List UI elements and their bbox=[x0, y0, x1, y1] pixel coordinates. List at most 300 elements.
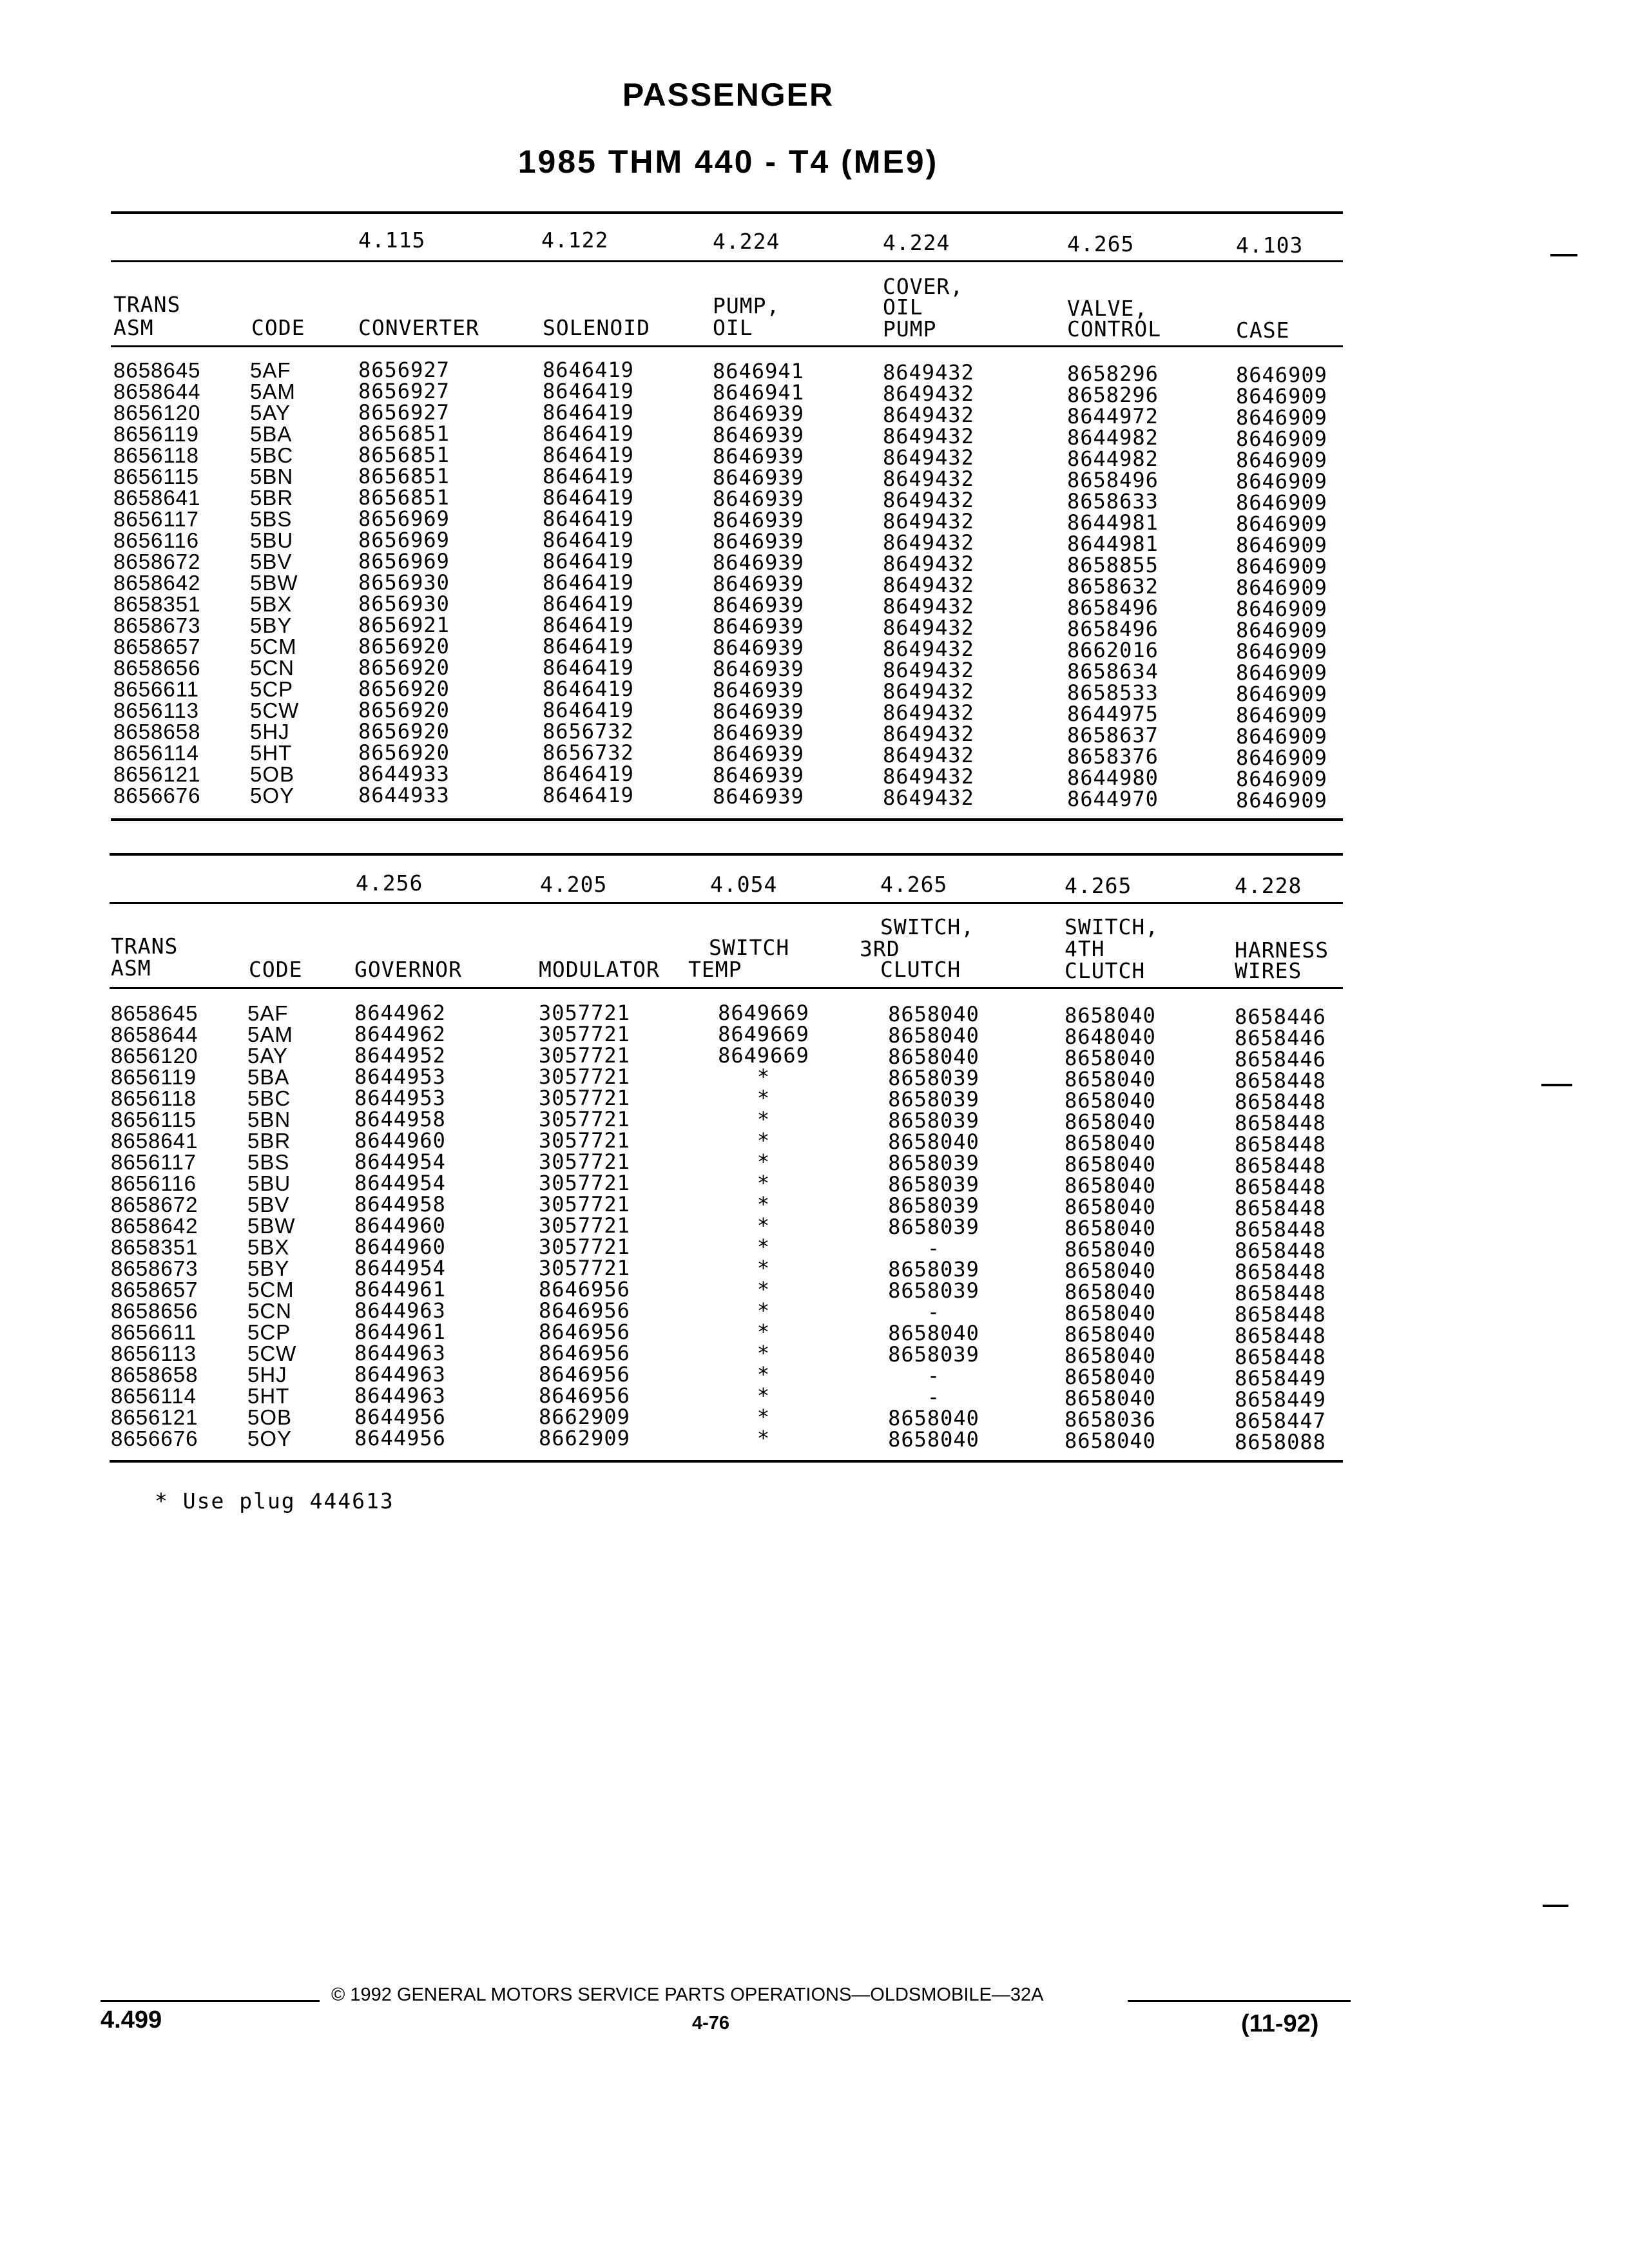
table-cell: 8646939 bbox=[713, 699, 804, 724]
table-cell: 8656920 bbox=[358, 634, 450, 658]
table-cell: 8646939 bbox=[713, 784, 804, 809]
table-cell: 8658040 bbox=[888, 1321, 979, 1345]
table2-header-harness-2: WIRES bbox=[1235, 958, 1302, 983]
table-cell: 3057721 bbox=[539, 1086, 630, 1110]
table-cell: 8658039 bbox=[888, 1278, 979, 1303]
table2-header-modulator: MODULATOR bbox=[539, 957, 660, 982]
table-cell: 8658673 bbox=[113, 613, 201, 637]
table-cell: 8658449 bbox=[1235, 1387, 1326, 1412]
table-cell: 8658036 bbox=[1065, 1407, 1156, 1432]
table1-header-trans: TRANS bbox=[113, 292, 181, 317]
table1-top-rule bbox=[111, 211, 1343, 214]
table-cell: 8658533 bbox=[1067, 680, 1159, 705]
table-cell: 8644952 bbox=[354, 1043, 446, 1068]
table-cell: * bbox=[757, 1213, 771, 1238]
table-cell: 8646909 bbox=[1236, 405, 1327, 430]
table-cell: 8646419 bbox=[543, 421, 634, 446]
table2-header-3rd-2: 3RD bbox=[860, 936, 900, 961]
table-cell: 5HJ bbox=[247, 1363, 287, 1387]
table-cell: 8658448 bbox=[1235, 1217, 1326, 1242]
table-cell: 8658641 bbox=[111, 1129, 198, 1153]
table2-header-temp-1: SWITCH bbox=[709, 935, 790, 960]
table-cell: 8644954 bbox=[354, 1149, 446, 1174]
footer-date: (11-92) bbox=[1241, 2010, 1319, 2037]
table2-section-temp: 4.054 bbox=[710, 872, 778, 897]
table-cell: 8646939 bbox=[713, 763, 804, 787]
table-cell: 8649432 bbox=[883, 509, 974, 533]
footer-rule-right bbox=[1128, 2000, 1351, 2002]
table-cell: 8644961 bbox=[354, 1277, 446, 1302]
table-cell: 8658376 bbox=[1067, 744, 1159, 769]
table-cell: 5CW bbox=[250, 698, 300, 722]
table-cell: 8646909 bbox=[1236, 427, 1327, 451]
table-cell: 3057721 bbox=[539, 1192, 630, 1216]
table-cell: 8646909 bbox=[1236, 618, 1327, 642]
table-cell: 8658448 bbox=[1235, 1111, 1326, 1135]
table-cell: 8644958 bbox=[354, 1192, 446, 1216]
table-cell: 8658040 bbox=[1065, 1258, 1156, 1283]
table-cell: 8646909 bbox=[1236, 767, 1327, 791]
table1-header-cover-3: PUMP bbox=[883, 316, 937, 341]
table-cell: 8656115 bbox=[113, 465, 200, 488]
table2-header-code: CODE bbox=[249, 957, 303, 982]
table1-col-case bbox=[1236, 365, 1327, 811]
table-cell: 8658645 bbox=[111, 1001, 198, 1025]
table1-section-cover: 4.224 bbox=[883, 230, 950, 255]
table-cell: 8646956 bbox=[539, 1320, 630, 1344]
table-cell: * bbox=[757, 1277, 771, 1302]
table2-col-trans-asm bbox=[111, 1003, 198, 1449]
page-subtitle: 1985 THM 440 - T4 (ME9) bbox=[517, 144, 939, 180]
table-cell: 8658040 bbox=[1065, 1046, 1156, 1070]
table-cell: 8644970 bbox=[1067, 787, 1159, 811]
table-cell: 8649432 bbox=[883, 700, 974, 725]
table-cell: 8646909 bbox=[1236, 682, 1327, 706]
table-cell: 5CW bbox=[247, 1341, 297, 1365]
table-cell: 8658040 bbox=[1065, 1131, 1156, 1155]
table1-col-converter bbox=[358, 360, 450, 806]
table-cell: 8644933 bbox=[358, 762, 450, 786]
table-cell: 5HT bbox=[250, 741, 293, 765]
table-cell: 8646419 bbox=[543, 677, 634, 701]
table-cell: 8646419 bbox=[543, 400, 634, 425]
table-cell: 8658637 bbox=[1067, 723, 1159, 747]
table2-col-switch-temp bbox=[710, 1003, 817, 1449]
footer-section-number: 4.499 bbox=[101, 2006, 162, 2033]
table2-section-4th: 4.265 bbox=[1065, 873, 1132, 898]
table-cell: 8646909 bbox=[1236, 703, 1327, 727]
table-cell: 8658633 bbox=[1067, 489, 1159, 514]
table-cell: 8656116 bbox=[111, 1171, 197, 1195]
table-cell: 8658296 bbox=[1067, 383, 1159, 407]
table-cell: 8658641 bbox=[113, 486, 201, 510]
table-cell: 8644981 bbox=[1067, 532, 1159, 556]
table-cell: 8656920 bbox=[358, 677, 450, 701]
table2-section-3rd: 4.265 bbox=[880, 872, 948, 897]
table-cell: 5HJ bbox=[250, 720, 290, 744]
table-cell: 8644981 bbox=[1067, 510, 1159, 535]
table-cell: 8649432 bbox=[883, 785, 974, 810]
table-cell: 8658040 bbox=[1065, 1152, 1156, 1177]
table2-header-4th-3: CLUTCH bbox=[1065, 958, 1146, 983]
table-cell: 8649432 bbox=[883, 573, 974, 597]
table-cell: 8658656 bbox=[111, 1299, 198, 1323]
table-cell: 8646956 bbox=[539, 1383, 630, 1408]
table-cell: 8658296 bbox=[1067, 361, 1159, 386]
table-cell: 5BN bbox=[247, 1108, 291, 1131]
table-cell: - bbox=[927, 1236, 941, 1260]
table-cell: 8656114 bbox=[111, 1384, 197, 1408]
table-cell: 8658448 bbox=[1235, 1132, 1326, 1157]
table2-header-3rd-3: CLUTCH bbox=[880, 957, 961, 982]
table-cell: * bbox=[757, 1320, 771, 1344]
table-cell: 8644963 bbox=[354, 1383, 446, 1408]
table-cell: 8646956 bbox=[539, 1298, 630, 1323]
table-cell: 8646419 bbox=[543, 655, 634, 680]
table-cell: 5OB bbox=[250, 762, 295, 786]
table-cell: 8646909 bbox=[1236, 788, 1327, 812]
table1-header-asm: ASM bbox=[113, 315, 154, 340]
table-cell: 8658672 bbox=[113, 550, 201, 573]
table-cell: 8644982 bbox=[1067, 447, 1159, 471]
margin-mark bbox=[1541, 1084, 1572, 1086]
table-cell: 8646941 bbox=[713, 359, 804, 383]
table-cell: 8656611 bbox=[113, 677, 200, 701]
table-cell: 8646909 bbox=[1236, 490, 1327, 515]
table-cell: 8658040 bbox=[1065, 1301, 1156, 1325]
table2-header-3rd-1: SWITCH, bbox=[880, 914, 975, 939]
table-cell: 8646419 bbox=[543, 485, 634, 510]
table-cell: 8646909 bbox=[1236, 597, 1327, 621]
table-cell: 8646419 bbox=[543, 443, 634, 467]
table2-col-governor bbox=[354, 1003, 446, 1449]
table-cell: 8646939 bbox=[713, 486, 804, 511]
table-cell: 8644956 bbox=[354, 1426, 446, 1450]
table-cell: 8656118 bbox=[111, 1086, 197, 1110]
table-cell: 8656119 bbox=[113, 422, 200, 446]
table-cell: 8656921 bbox=[358, 613, 450, 637]
table-cell: 3057721 bbox=[539, 1235, 630, 1259]
table-cell: 8646909 bbox=[1236, 745, 1327, 770]
table-cell: 8658644 bbox=[111, 1023, 198, 1046]
table-cell: 8644954 bbox=[354, 1171, 446, 1195]
table1-section-pump: 4.224 bbox=[713, 229, 780, 254]
footer-rule-left bbox=[101, 2000, 320, 2002]
table-cell: 8658040 bbox=[1065, 1088, 1156, 1113]
table-cell: 5OY bbox=[250, 783, 295, 807]
table-cell: 8656732 bbox=[543, 719, 634, 744]
margin-mark bbox=[1550, 254, 1577, 256]
table-cell: 5BY bbox=[247, 1256, 290, 1280]
table-cell: 8658088 bbox=[1235, 1430, 1326, 1454]
table2-section-harness: 4.228 bbox=[1235, 873, 1302, 898]
table-cell: - bbox=[927, 1363, 941, 1388]
table-cell: 8658496 bbox=[1067, 595, 1159, 620]
footnote: * Use plug 444613 bbox=[155, 1488, 394, 1514]
table-cell: 8656119 bbox=[111, 1065, 197, 1089]
table-cell: 8646419 bbox=[543, 464, 634, 488]
table-cell: 8649432 bbox=[883, 530, 974, 555]
table-cell: 8658673 bbox=[111, 1256, 198, 1280]
table-cell: 8644958 bbox=[354, 1107, 446, 1131]
table-cell: 8658040 bbox=[1065, 1237, 1156, 1262]
table-cell: 3057721 bbox=[539, 1022, 630, 1046]
table1-header-pump-1: PUMP, bbox=[713, 293, 780, 318]
table-cell: 8656120 bbox=[113, 401, 201, 425]
table-cell: 5AY bbox=[250, 401, 291, 425]
table-cell: 8658448 bbox=[1235, 1260, 1326, 1284]
table-cell: 8649432 bbox=[883, 360, 974, 385]
table1-section-rule bbox=[111, 260, 1343, 262]
table-cell: 8658040 bbox=[1065, 1365, 1156, 1389]
table-cell: 5OB bbox=[247, 1405, 293, 1429]
table-cell: 8646909 bbox=[1236, 469, 1327, 494]
table-cell: 5BC bbox=[247, 1086, 291, 1110]
table1-col-valve bbox=[1067, 363, 1159, 810]
table-cell: 8646939 bbox=[713, 678, 804, 702]
table-cell: 8649432 bbox=[883, 403, 974, 427]
table-cell: 8646909 bbox=[1236, 639, 1327, 664]
footer-copyright: © 1992 GENERAL MOTORS SERVICE PARTS OPERATIONS—OLDSMOBILE—32A bbox=[331, 1984, 1044, 2005]
table-cell: 8644963 bbox=[354, 1362, 446, 1387]
table-cell: 8658040 bbox=[888, 1044, 979, 1069]
table-cell: 8656969 bbox=[358, 528, 450, 552]
table-cell: 5CN bbox=[250, 656, 295, 680]
table2-header-asm: ASM bbox=[111, 956, 151, 981]
table-cell: * bbox=[757, 1405, 771, 1429]
table-cell: 8644953 bbox=[354, 1064, 446, 1089]
table-cell: 8646939 bbox=[713, 635, 804, 660]
table-cell: 8658448 bbox=[1235, 1238, 1326, 1263]
table2-col-switch-4th bbox=[1065, 1005, 1156, 1452]
table-cell: 3057721 bbox=[539, 1171, 630, 1195]
table-cell: 8658448 bbox=[1235, 1302, 1326, 1327]
table1-section-valve: 4.265 bbox=[1067, 231, 1135, 256]
table-cell: 8658040 bbox=[1065, 1173, 1156, 1198]
table-cell: 5OY bbox=[247, 1427, 293, 1450]
table2-header-harness-1: HARNESS bbox=[1235, 937, 1329, 963]
table2-col-code bbox=[247, 1003, 296, 1449]
table-cell: 8646939 bbox=[713, 444, 804, 468]
table-cell: 8656920 bbox=[358, 719, 450, 744]
table-cell: 8646419 bbox=[543, 762, 634, 786]
table-cell: 8658039 bbox=[888, 1257, 979, 1282]
table-cell: 5BX bbox=[250, 592, 293, 616]
table-cell: * bbox=[757, 1235, 771, 1259]
table-cell: 8644953 bbox=[354, 1086, 446, 1110]
table-cell: 8649432 bbox=[883, 466, 974, 491]
table1-section-case: 4.103 bbox=[1236, 233, 1304, 258]
table-cell: 8658039 bbox=[888, 1066, 979, 1090]
table-cell: 8644933 bbox=[358, 783, 450, 807]
table-cell: * bbox=[757, 1149, 771, 1174]
table-cell: 8662016 bbox=[1067, 638, 1159, 662]
table-cell: 8658446 bbox=[1235, 1047, 1326, 1072]
table-cell: 8646419 bbox=[543, 570, 634, 595]
table-cell: 8658040 bbox=[888, 1023, 979, 1048]
table-cell: 8644960 bbox=[354, 1213, 446, 1238]
table-cell: 8646909 bbox=[1236, 554, 1327, 579]
table-cell: 8646939 bbox=[713, 593, 804, 617]
table-cell: 8658040 bbox=[1065, 1386, 1156, 1410]
table-cell: 8649432 bbox=[883, 615, 974, 640]
table-cell: 8646419 bbox=[543, 379, 634, 403]
table-cell: 5BV bbox=[247, 1193, 290, 1216]
table2-header-temp-2: TEMP bbox=[688, 957, 742, 982]
table-cell: 8658039 bbox=[888, 1342, 979, 1367]
table-cell: 8658446 bbox=[1235, 1004, 1326, 1029]
table2-header-trans: TRANS bbox=[111, 934, 178, 959]
table-cell: 8658040 bbox=[1065, 1322, 1156, 1347]
table-cell: 5CM bbox=[247, 1278, 294, 1302]
table2-header-4th-2: 4TH bbox=[1065, 936, 1105, 961]
table-cell: * bbox=[757, 1298, 771, 1323]
table-cell: * bbox=[757, 1128, 771, 1153]
table2-col-modulator bbox=[539, 1003, 630, 1449]
table-cell: 8646939 bbox=[713, 614, 804, 639]
table-cell: 8658656 bbox=[113, 656, 201, 680]
table-cell: 5BY bbox=[250, 613, 293, 637]
table-cell: 5BA bbox=[247, 1065, 290, 1089]
table-cell: 8646956 bbox=[539, 1341, 630, 1365]
table1-header-case: CASE bbox=[1236, 318, 1290, 343]
table-cell: * bbox=[757, 1383, 771, 1408]
table-cell: 5CP bbox=[247, 1320, 291, 1344]
table-cell: * bbox=[757, 1192, 771, 1216]
table-cell: 8646939 bbox=[713, 657, 804, 681]
table-cell: 8646909 bbox=[1236, 512, 1327, 536]
table1-section-solenoid: 4.122 bbox=[541, 227, 609, 253]
table-cell: 8658448 bbox=[1235, 1196, 1326, 1220]
table1-col-pump bbox=[713, 361, 804, 807]
table2-col-switch-3rd bbox=[880, 1004, 987, 1450]
table-cell: 8658448 bbox=[1235, 1068, 1326, 1093]
table1-header-valve-2: CONTROL bbox=[1067, 316, 1162, 341]
table-cell: 8646939 bbox=[713, 423, 804, 447]
table-cell: 8658040 bbox=[1065, 1003, 1156, 1028]
table-cell: 8656851 bbox=[358, 485, 450, 510]
table-cell: 8644972 bbox=[1067, 404, 1159, 428]
table-cell: 8644962 bbox=[354, 1022, 446, 1046]
table1-bottom-rule bbox=[111, 818, 1343, 821]
table-cell: 8646419 bbox=[543, 549, 634, 573]
table-cell: 8658351 bbox=[111, 1235, 198, 1259]
table-cell: 5BS bbox=[250, 507, 293, 531]
table1-header-cover-1: COVER, bbox=[883, 274, 964, 299]
table-cell: 5BR bbox=[247, 1129, 291, 1153]
table-cell: 8656930 bbox=[358, 570, 450, 595]
table1-header-solenoid: SOLENOID bbox=[543, 315, 650, 340]
table-cell: 8646939 bbox=[713, 508, 804, 532]
table-cell: 8646941 bbox=[713, 380, 804, 405]
table-cell: 3057721 bbox=[539, 1256, 630, 1280]
table-cell: 8658040 bbox=[1065, 1280, 1156, 1304]
table2-bottom-rule bbox=[110, 1460, 1343, 1463]
table-cell: 8646419 bbox=[543, 506, 634, 531]
table1-header-valve-1: VALVE, bbox=[1067, 296, 1148, 321]
table-cell: 8644975 bbox=[1067, 702, 1159, 726]
table-cell: 8658040 bbox=[888, 1129, 979, 1154]
table-cell: 8649432 bbox=[883, 743, 974, 767]
table-cell: - bbox=[927, 1385, 941, 1409]
table2-header-4th-1: SWITCH, bbox=[1065, 914, 1159, 939]
table-cell: 8658040 bbox=[1065, 1110, 1156, 1134]
table-cell: 5AY bbox=[247, 1044, 288, 1068]
table-cell: 8649432 bbox=[883, 381, 974, 406]
table-cell: 8656121 bbox=[113, 762, 201, 786]
page-title: PASSENGER bbox=[622, 77, 834, 113]
table1-col-cover bbox=[883, 362, 974, 809]
table-cell: 3057721 bbox=[539, 1043, 630, 1068]
table1-col-solenoid bbox=[543, 360, 634, 806]
table-cell: 8646419 bbox=[543, 698, 634, 722]
table-cell: 8656920 bbox=[358, 655, 450, 680]
table-cell: * bbox=[757, 1256, 771, 1280]
table-cell: 8656927 bbox=[358, 379, 450, 403]
table-cell: 8644982 bbox=[1067, 425, 1159, 450]
table1-header-rule bbox=[111, 345, 1343, 347]
table-cell: 8658448 bbox=[1235, 1153, 1326, 1178]
table-cell: 8658040 bbox=[1065, 1428, 1156, 1453]
table-cell: 8658658 bbox=[113, 720, 201, 744]
table-cell: 8662909 bbox=[539, 1426, 630, 1450]
table-cell: 8656920 bbox=[358, 740, 450, 765]
table-cell: 8644963 bbox=[354, 1298, 446, 1323]
table-cell: * bbox=[757, 1064, 771, 1089]
table-cell: 8656851 bbox=[358, 443, 450, 467]
table-cell: 8658040 bbox=[888, 1002, 979, 1026]
table-cell: 5CP bbox=[250, 677, 294, 701]
table-cell: 8644960 bbox=[354, 1128, 446, 1153]
table-cell: 8656927 bbox=[358, 358, 450, 382]
table-cell: 8658039 bbox=[888, 1193, 979, 1218]
table-cell: 8649669 bbox=[718, 1022, 809, 1046]
table-cell: 8662909 bbox=[539, 1405, 630, 1429]
table-cell: 8658496 bbox=[1067, 617, 1159, 641]
table-cell: 8656113 bbox=[113, 698, 200, 722]
table-cell: 8658642 bbox=[113, 571, 201, 595]
margin-mark bbox=[1543, 1905, 1568, 1907]
table-cell: 8649432 bbox=[883, 764, 974, 789]
table-cell: 8658644 bbox=[113, 380, 201, 403]
table-cell: 8658446 bbox=[1235, 1026, 1326, 1050]
table-cell: 8649669 bbox=[718, 1043, 809, 1068]
table1-header-cover-2: OIL bbox=[883, 294, 923, 320]
table-cell: 5CM bbox=[250, 635, 297, 658]
table-cell: 8658039 bbox=[888, 1087, 979, 1111]
table-cell: 8644963 bbox=[354, 1341, 446, 1365]
table-cell: 5BS bbox=[247, 1150, 290, 1174]
table2-col-harness bbox=[1235, 1006, 1326, 1453]
table2-section-governor: 4.256 bbox=[356, 870, 423, 896]
table1-header-code: CODE bbox=[251, 315, 305, 340]
table2-header-governor: GOVERNOR bbox=[354, 957, 462, 982]
table-cell: 8646956 bbox=[539, 1362, 630, 1387]
table-cell: 8656121 bbox=[111, 1405, 198, 1429]
table-cell: * bbox=[757, 1341, 771, 1365]
table-cell: 5BC bbox=[250, 443, 294, 467]
table-cell: 8658634 bbox=[1067, 659, 1159, 684]
table-cell: 8648040 bbox=[1065, 1024, 1156, 1049]
table-cell: 8658039 bbox=[888, 1151, 979, 1175]
table-cell: 8658657 bbox=[111, 1278, 198, 1302]
table-cell: 8646419 bbox=[543, 613, 634, 637]
table-cell: 8656851 bbox=[358, 464, 450, 488]
table-cell: 3057721 bbox=[539, 1213, 630, 1238]
footer-page-number: 4-76 bbox=[692, 2013, 730, 2033]
table-cell: 5BN bbox=[250, 465, 294, 488]
table-cell: 8656117 bbox=[111, 1150, 197, 1174]
